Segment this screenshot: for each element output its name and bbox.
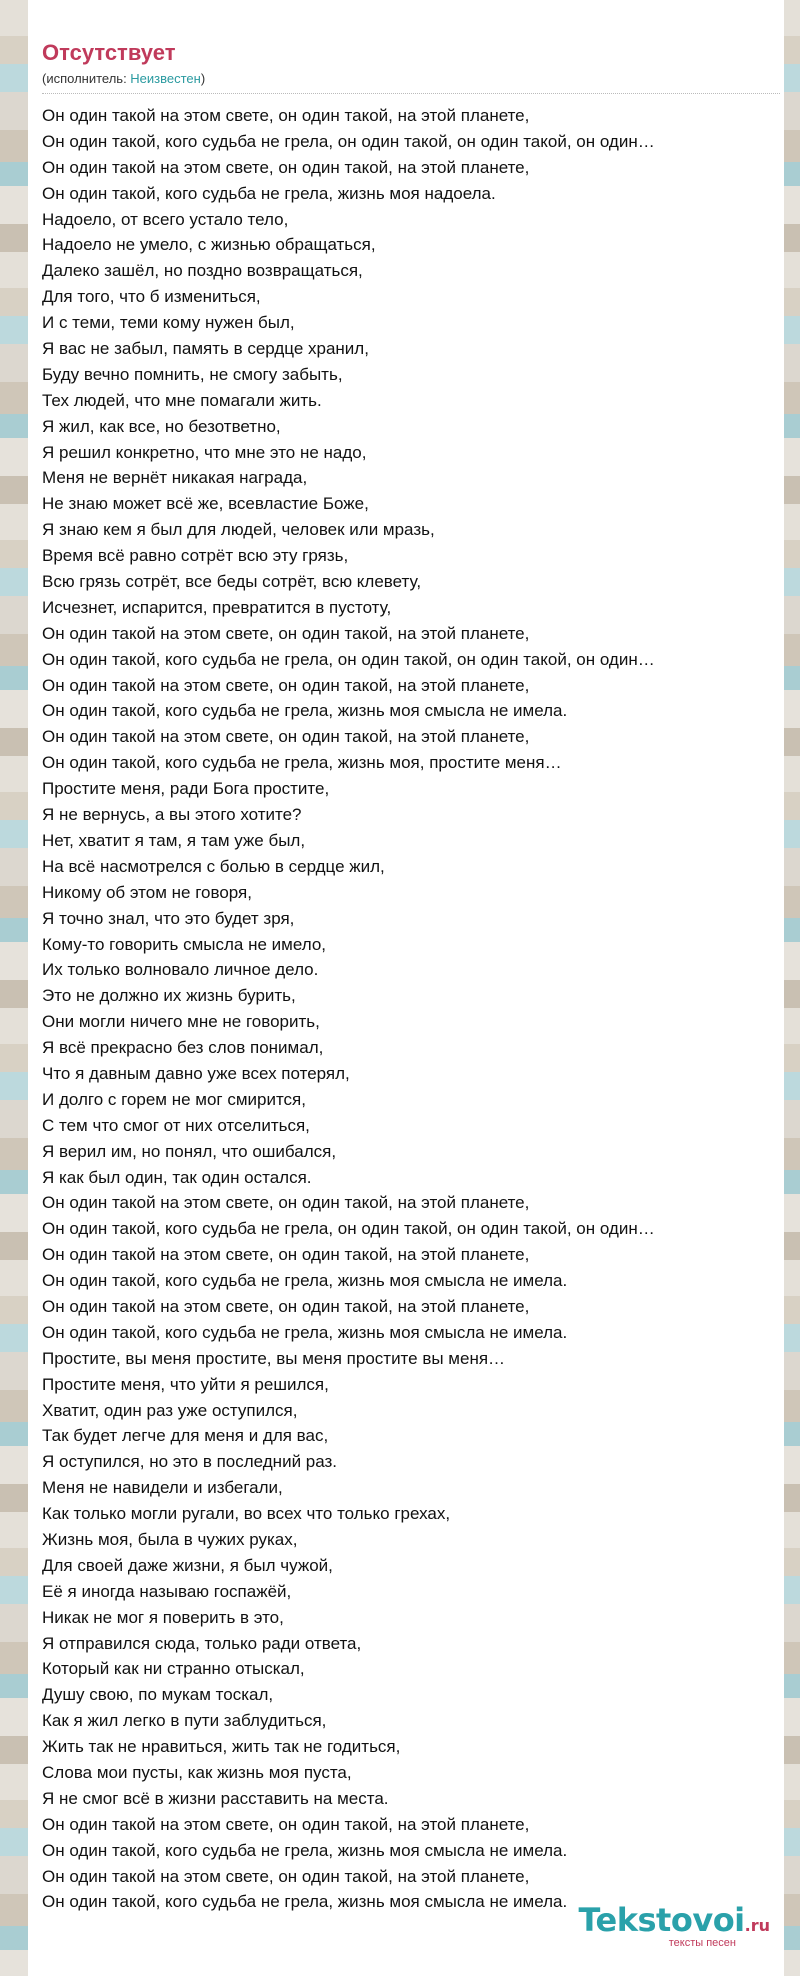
lyric-line: Он один такой на этом свете, он один такой, на этой планете,	[42, 675, 530, 695]
lyric-line: Он один такой на этом свете, он один такой, на этой планете,	[42, 623, 530, 643]
lyric-line: Как я жил легко в пути заблудиться,	[42, 1711, 327, 1731]
lyric-line: И с теми, теми кому нужен был,	[42, 313, 295, 333]
lyric-line: Он один такой на этом свете, он один такой, на этой планете,	[42, 727, 530, 747]
lyric-line: Не знаю может всё же, всевластие Боже,	[42, 494, 369, 514]
title-divider	[42, 93, 780, 94]
lyric-line: Он один такой на этом свете, он один такой, на этой планете,	[42, 1296, 530, 1316]
lyric-line: Время всё равно сотрёт всю эту грязь,	[42, 546, 349, 566]
lyric-line: Простите меня, ради Бога простите,	[42, 779, 330, 799]
lyric-line: Я точно знал, что это будет зря,	[42, 908, 295, 928]
lyric-line: Он один такой на этом свете, он один такой, на этой планете,	[42, 106, 530, 125]
lyric-line: Он один такой, кого судьба не грела, он один такой, он один такой, он один…	[42, 1219, 655, 1239]
lyric-line: Так будет легче для меня и для вас,	[42, 1426, 329, 1446]
lyric-line: Тех людей, что мне помагали жить.	[42, 390, 322, 410]
lyrics-card	[28, 0, 784, 1976]
lyric-line: Он один такой, кого судьба не грела, жизнь моя смысла не имела.	[42, 1840, 568, 1860]
logo-name: Tekstovoi	[578, 1901, 745, 1939]
lyric-line: Он один такой, кого судьба не грела, жизнь моя, простите меня…	[42, 753, 562, 773]
lyric-line: Её я иногда называю госпажёй,	[42, 1581, 292, 1601]
lyric-line: Буду вечно помнить, не смогу забыть,	[42, 364, 343, 384]
lyric-line: Он один такой, кого судьба не грела, жизнь моя смысла не имела.	[42, 1271, 568, 1291]
logo-tagline: тексты песен	[668, 1937, 736, 1949]
lyric-line: Надоело, от всего устало тело,	[42, 209, 289, 229]
lyric-line: Я решил конкретно, что мне это не надо,	[42, 442, 367, 462]
lyric-line: Меня не вернёт никакая награда,	[42, 468, 308, 488]
lyric-line: Исчезнет, испарится, превратится в пустоту,	[42, 597, 392, 617]
lyric-line: Я верил им, но понял, что ошибался,	[42, 1141, 337, 1161]
logo-wordmark	[578, 1901, 770, 1939]
lyric-line: Который как ни странно отыскал,	[42, 1659, 305, 1679]
lyric-line: Их только волновало личное дело.	[42, 960, 319, 980]
artist-link[interactable]: Неизвестен	[130, 71, 201, 86]
lyric-line: Он один такой, кого судьба не грела, он один такой, он один такой, он один…	[42, 131, 655, 151]
lyric-line: Что я давным давно уже всех потерял,	[42, 1063, 350, 1083]
artist-prefix: (исполнитель:	[42, 71, 131, 86]
lyric-line: Он один такой, кого судьба не грела, жизнь моя смысла не имела.	[42, 1892, 568, 1912]
artist-credit	[42, 70, 784, 88]
lyric-line: Я всё прекрасно без слов понимал,	[42, 1038, 324, 1058]
lyric-line: Он один такой на этом свете, он один такой, на этой планете,	[42, 1814, 530, 1834]
lyric-line: Меня не навидели и избегали,	[42, 1478, 283, 1498]
lyric-line: На всё насмотрелся с болью в сердце жил,	[42, 856, 385, 876]
lyric-line: Всю грязь сотрёт, все беды сотрёт, всю клевету,	[42, 572, 422, 592]
lyric-line: Он один такой, кого судьба не грела, жизнь моя смысла не имела.	[42, 701, 568, 721]
lyric-line: Никак не мог я поверить в это,	[42, 1607, 284, 1627]
lyric-line: Жизнь моя, была в чужих руках,	[42, 1529, 298, 1549]
lyric-line: Я не смог всё в жизни расставить на места.	[42, 1788, 389, 1808]
lyric-line: Хватит, один раз уже оступился,	[42, 1400, 298, 1420]
lyric-line: Нет, хватит я там, я там уже был,	[42, 830, 306, 850]
lyric-line: Я отправился сюда, только ради ответа,	[42, 1633, 362, 1653]
lyric-line: Для того, что б измениться,	[42, 287, 261, 307]
lyric-line: Это не должно их жизнь бурить,	[42, 986, 296, 1006]
lyric-line: Он один такой на этом свете, он один такой, на этой планете,	[42, 1193, 530, 1213]
lyric-line: Жить так не нравиться, жить так не годиться,	[42, 1737, 401, 1757]
lyrics-text	[42, 103, 787, 1915]
lyric-line: Он один такой, кого судьба не грела, он один такой, он один такой, он один…	[42, 649, 655, 669]
lyric-line: С тем что смог от них отселиться,	[42, 1115, 310, 1135]
lyric-line: Он один такой на этом свете, он один такой, на этой планете,	[42, 157, 530, 177]
lyric-line: Простите, вы меня простите, вы меня простите вы меня…	[42, 1348, 506, 1368]
lyric-line: Никому об этом не говоря,	[42, 882, 252, 902]
lyric-line: Слова мои пусты, как жизнь моя пуста,	[42, 1763, 352, 1782]
logo-tld: .ru	[744, 1916, 770, 1935]
lyric-line: Они могли ничего мне не говорить,	[42, 1012, 320, 1032]
lyric-line: Далеко зашёл, но поздно возвращаться,	[42, 261, 363, 281]
lyric-line: Я жил, как все, но безответно,	[42, 416, 281, 436]
lyric-line: Простите меня, что уйти я решился,	[42, 1374, 329, 1394]
lyric-line: Для своей даже жизни, я был чужой,	[42, 1555, 333, 1575]
lyric-line: Надоело не умело, с жизнью обращаться,	[42, 235, 376, 255]
artist-suffix: )	[200, 71, 206, 86]
lyric-line: И долго с горем не мог смирится,	[42, 1089, 306, 1109]
lyric-line: Я оступился, но это в последний раз.	[42, 1452, 338, 1472]
lyric-line: Он один такой, кого судьба не грела, жизнь моя надоела.	[42, 183, 496, 203]
lyric-line: Он один такой на этом свете, он один такой, на этой планете,	[42, 1866, 530, 1886]
lyric-line: Я вас не забыл, память в сердце хранил,	[42, 339, 369, 359]
site-logo[interactable]	[578, 1901, 770, 1949]
song-title: Отсутствует	[42, 40, 176, 65]
lyric-line: Как только могли ругали, во всех что только грехах,	[42, 1504, 451, 1524]
lyric-line: Он один такой, кого судьба не грела, жизнь моя смысла не имела.	[42, 1322, 568, 1342]
lyric-line: Кому-то говорить смысла не имело,	[42, 934, 326, 954]
lyric-line: Я знаю кем я был для людей, человек или мразь,	[42, 520, 435, 540]
lyric-line: Я не вернусь, а вы этого хотите?	[42, 805, 302, 825]
lyric-line: Я как был один, так один остался.	[42, 1167, 312, 1187]
lyric-line: Он один такой на этом свете, он один такой, на этой планете,	[42, 1245, 530, 1265]
lyric-line: Душу свою, по мукам тоскал,	[42, 1685, 274, 1705]
